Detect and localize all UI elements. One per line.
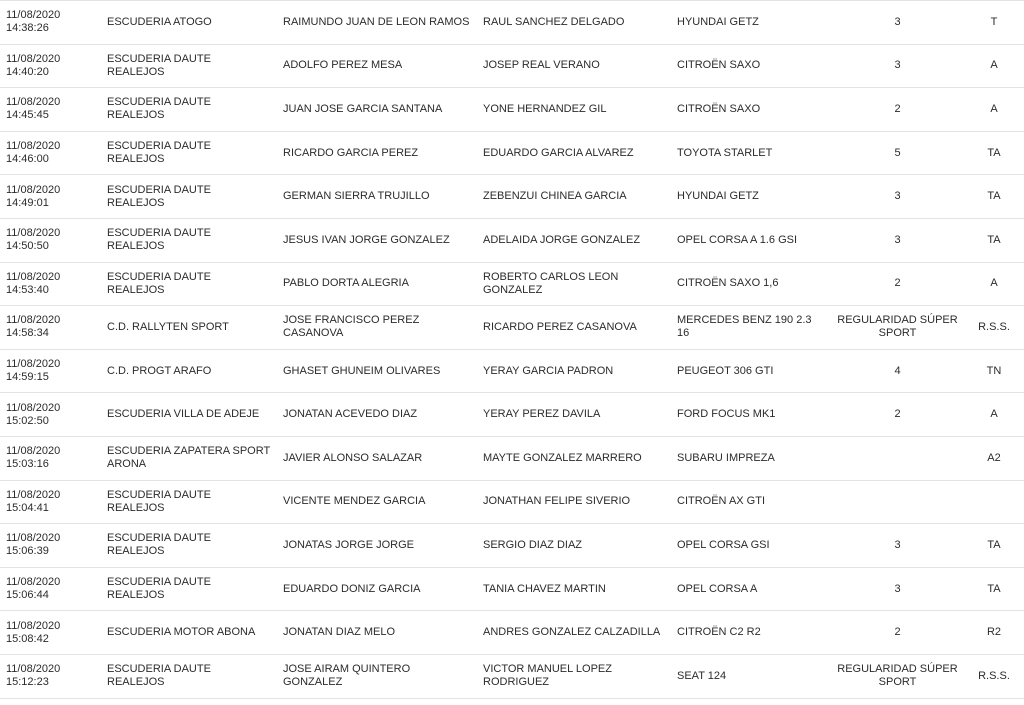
cell-codriver: EDUARDO GARCIA ALVAREZ: [477, 131, 671, 175]
cell-team: ESCUDERIA DAUTE REALEJOS: [101, 44, 277, 88]
cell-team: C.D. PROGT ARAFO: [101, 349, 277, 393]
entry-time: 14:59:15: [6, 371, 49, 384]
entry-date: 11/08/2020: [6, 227, 61, 240]
cell-codriver: YERAY PEREZ DAVILA: [477, 393, 671, 437]
cell-class: 5: [831, 131, 964, 175]
cell-category: A: [964, 88, 1024, 132]
cell-team: ESCUDERIA DAUTE REALEJOS: [101, 654, 277, 698]
registrations-body: [0, 1, 1024, 699]
cell-category: TA: [964, 218, 1024, 262]
cell-team: ESCUDERIA DAUTE REALEJOS: [101, 218, 277, 262]
cell-category: A2: [964, 436, 1024, 480]
cell-driver: VICENTE MENDEZ GARCIA: [277, 480, 477, 524]
entry-date: 11/08/2020: [6, 183, 61, 196]
cell-codriver: RICARDO PEREZ CASANOVA: [477, 306, 671, 350]
cell-codriver: RAUL SANCHEZ DELGADO: [477, 1, 671, 45]
entry-date: 11/08/2020: [6, 358, 61, 371]
entry-date: 11/08/2020: [6, 532, 61, 545]
cell-datetime: [0, 88, 101, 132]
cell-datetime: [0, 611, 101, 655]
cell-class: 2: [831, 611, 964, 655]
table-row: [0, 88, 1024, 132]
cell-datetime: [0, 349, 101, 393]
entry-date: 11/08/2020: [6, 140, 61, 153]
cell-category: A: [964, 393, 1024, 437]
cell-category: TA: [964, 567, 1024, 611]
cell-team: ESCUDERIA MOTOR ABONA: [101, 611, 277, 655]
entry-time: 14:53:40: [6, 283, 49, 296]
cell-datetime: [0, 306, 101, 350]
cell-car: HYUNDAI GETZ: [671, 175, 831, 219]
entry-date: 11/08/2020: [6, 576, 61, 589]
cell-codriver: SERGIO DIAZ DIAZ: [477, 524, 671, 568]
cell-codriver: JONATHAN FELIPE SIVERIO: [477, 480, 671, 524]
cell-codriver: YONE HERNANDEZ GIL: [477, 88, 671, 132]
cell-driver: JONATAS JORGE JORGE: [277, 524, 477, 568]
table-row: [0, 567, 1024, 611]
cell-car: PEUGEOT 306 GTI: [671, 349, 831, 393]
cell-codriver: VICTOR MANUEL LOPEZ RODRIGUEZ: [477, 654, 671, 698]
table-row: [0, 654, 1024, 698]
table-row: [0, 175, 1024, 219]
cell-team: ESCUDERIA ATOGO: [101, 1, 277, 45]
cell-class: 3: [831, 175, 964, 219]
cell-datetime: [0, 567, 101, 611]
entry-date: 11/08/2020: [6, 270, 61, 283]
table-row: [0, 262, 1024, 306]
entry-time: 15:08:42: [6, 632, 49, 645]
table-row: [0, 44, 1024, 88]
cell-driver: ADOLFO PEREZ MESA: [277, 44, 477, 88]
cell-team: ESCUDERIA DAUTE REALEJOS: [101, 262, 277, 306]
cell-team: ESCUDERIA ZAPATERA SPORT ARONA: [101, 436, 277, 480]
entry-time: 14:40:20: [6, 65, 49, 78]
cell-class: [831, 436, 964, 480]
cell-driver: GHASET GHUNEIM OLIVARES: [277, 349, 477, 393]
cell-team: ESCUDERIA DAUTE REALEJOS: [101, 480, 277, 524]
cell-car: FORD FOCUS MK1: [671, 393, 831, 437]
cell-class: 2: [831, 393, 964, 437]
cell-codriver: JOSEP REAL VERANO: [477, 44, 671, 88]
cell-codriver: MAYTE GONZALEZ MARRERO: [477, 436, 671, 480]
entry-date: 11/08/2020: [6, 663, 61, 676]
cell-datetime: [0, 524, 101, 568]
cell-codriver: ADELAIDA JORGE GONZALEZ: [477, 218, 671, 262]
entry-time: 14:38:26: [6, 22, 49, 35]
cell-class: 2: [831, 88, 964, 132]
cell-driver: PABLO DORTA ALEGRIA: [277, 262, 477, 306]
table-row: [0, 436, 1024, 480]
cell-codriver: YERAY GARCIA PADRON: [477, 349, 671, 393]
entry-date: 11/08/2020: [6, 619, 61, 632]
cell-car: TOYOTA STARLET: [671, 131, 831, 175]
cell-team: ESCUDERIA DAUTE REALEJOS: [101, 175, 277, 219]
cell-category: TA: [964, 524, 1024, 568]
cell-datetime: [0, 218, 101, 262]
cell-category: [964, 480, 1024, 524]
cell-class: REGULARIDAD SÚPER SPORT: [831, 306, 964, 350]
cell-codriver: ROBERTO CARLOS LEON GONZALEZ: [477, 262, 671, 306]
table-row: [0, 480, 1024, 524]
cell-datetime: [0, 654, 101, 698]
cell-class: 3: [831, 1, 964, 45]
cell-driver: RAIMUNDO JUAN DE LEON RAMOS: [277, 1, 477, 45]
entry-time: 14:58:34: [6, 327, 49, 340]
cell-driver: JUAN JOSE GARCIA SANTANA: [277, 88, 477, 132]
cell-datetime: [0, 436, 101, 480]
entry-time: 15:03:16: [6, 458, 49, 471]
cell-class: [831, 480, 964, 524]
table-row: [0, 218, 1024, 262]
cell-driver: JONATAN ACEVEDO DIAZ: [277, 393, 477, 437]
entry-time: 15:04:41: [6, 501, 49, 514]
entry-date: 11/08/2020: [6, 52, 61, 65]
entry-date: 11/08/2020: [6, 445, 61, 458]
entry-time: 15:02:50: [6, 414, 49, 427]
cell-class: 3: [831, 44, 964, 88]
cell-category: T: [964, 1, 1024, 45]
cell-category: A: [964, 262, 1024, 306]
cell-car: MERCEDES BENZ 190 2.3 16: [671, 306, 831, 350]
cell-driver: EDUARDO DONIZ GARCIA: [277, 567, 477, 611]
cell-datetime: [0, 44, 101, 88]
cell-codriver: TANIA CHAVEZ MARTIN: [477, 567, 671, 611]
cell-team: ESCUDERIA DAUTE REALEJOS: [101, 567, 277, 611]
cell-driver: JESUS IVAN JORGE GONZALEZ: [277, 218, 477, 262]
cell-category: TA: [964, 175, 1024, 219]
entry-date: 11/08/2020: [6, 9, 61, 22]
cell-codriver: ANDRES GONZALEZ CALZADILLA: [477, 611, 671, 655]
entry-time: 14:45:45: [6, 109, 49, 122]
table-row: [0, 1, 1024, 45]
cell-car: CITROËN C2 R2: [671, 611, 831, 655]
cell-driver: GERMAN SIERRA TRUJILLO: [277, 175, 477, 219]
cell-car: OPEL CORSA GSI: [671, 524, 831, 568]
cell-category: TN: [964, 349, 1024, 393]
cell-car: HYUNDAI GETZ: [671, 1, 831, 45]
cell-datetime: [0, 393, 101, 437]
entry-date: 11/08/2020: [6, 401, 61, 414]
cell-datetime: [0, 175, 101, 219]
cell-car: SUBARU IMPREZA: [671, 436, 831, 480]
table-row: [0, 349, 1024, 393]
table-row: [0, 131, 1024, 175]
entry-date: 11/08/2020: [6, 488, 61, 501]
entry-time: 14:49:01: [6, 196, 49, 209]
cell-team: ESCUDERIA VILLA DE ADEJE: [101, 393, 277, 437]
cell-class: 2: [831, 262, 964, 306]
cell-class: 4: [831, 349, 964, 393]
entry-date: 11/08/2020: [6, 96, 61, 109]
cell-category: R.S.S.: [964, 306, 1024, 350]
cell-team: C.D. RALLYTEN SPORT: [101, 306, 277, 350]
cell-car: CITROËN SAXO: [671, 88, 831, 132]
cell-team: ESCUDERIA DAUTE REALEJOS: [101, 131, 277, 175]
table-row: [0, 393, 1024, 437]
cell-datetime: [0, 480, 101, 524]
cell-car: CITROËN SAXO 1,6: [671, 262, 831, 306]
cell-datetime: [0, 131, 101, 175]
entry-time: 14:46:00: [6, 153, 49, 166]
cell-class: 3: [831, 524, 964, 568]
cell-class: REGULARIDAD SÚPER SPORT: [831, 654, 964, 698]
cell-class: 3: [831, 567, 964, 611]
cell-driver: JONATAN DIAZ MELO: [277, 611, 477, 655]
entry-date: 11/08/2020: [6, 314, 61, 327]
cell-category: A: [964, 44, 1024, 88]
entry-time: 14:50:50: [6, 240, 49, 253]
cell-codriver: ZEBENZUI CHINEA GARCIA: [477, 175, 671, 219]
cell-driver: JOSE AIRAM QUINTERO GONZALEZ: [277, 654, 477, 698]
entry-time: 15:06:44: [6, 589, 49, 602]
cell-car: CITROËN SAXO: [671, 44, 831, 88]
cell-driver: JOSE FRANCISCO PEREZ CASANOVA: [277, 306, 477, 350]
cell-datetime: [0, 262, 101, 306]
cell-car: SEAT 124: [671, 654, 831, 698]
cell-category: TA: [964, 131, 1024, 175]
cell-team: ESCUDERIA DAUTE REALEJOS: [101, 88, 277, 132]
cell-car: OPEL CORSA A 1.6 GSI: [671, 218, 831, 262]
cell-category: R2: [964, 611, 1024, 655]
cell-car: CITROËN AX GTI: [671, 480, 831, 524]
table-row: [0, 306, 1024, 350]
cell-datetime: [0, 1, 101, 45]
cell-category: R.S.S.: [964, 654, 1024, 698]
cell-team: ESCUDERIA DAUTE REALEJOS: [101, 524, 277, 568]
table-row: [0, 524, 1024, 568]
cell-driver: RICARDO GARCIA PEREZ: [277, 131, 477, 175]
entry-time: 15:12:23: [6, 676, 49, 689]
cell-car: OPEL CORSA A: [671, 567, 831, 611]
entry-time: 15:06:39: [6, 545, 49, 558]
cell-driver: JAVIER ALONSO SALAZAR: [277, 436, 477, 480]
cell-class: 3: [831, 218, 964, 262]
table-row: [0, 611, 1024, 655]
